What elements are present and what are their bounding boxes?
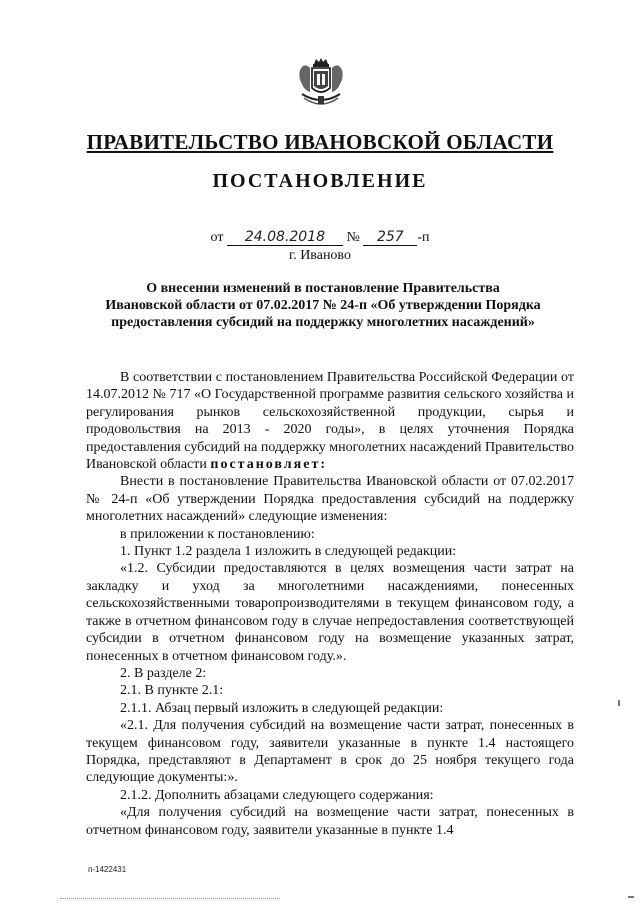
document-date-number [0, 229, 640, 246]
paragraph: «2.1. Для получения субсидий на возмещение части затрат, понесенных в текущем финансовом году, заявители указанные в пункте 1.4 настоящего Порядка, представляют в Департамент в срок до 25 ноября текущего года следующие документы:». [86, 718, 574, 786]
paragraph: Внести в постановление Правительства Ивановской области от 07.02.2017 № 24-п «Об утверждении Порядка предоставления субсидий на поддержку многолетних насаждений» следующие изменения: [86, 474, 574, 525]
number-sign: № [346, 230, 360, 245]
paragraph: 2.1.1. Абзац первый изложить в следующей редакции: [120, 700, 444, 716]
document-heading [80, 280, 566, 331]
handwritten-date: 24.08.2018 [227, 229, 343, 246]
document-body [86, 369, 574, 839]
paragraph: 2. В разделе 2: [120, 665, 207, 681]
paragraph-preamble [86, 369, 574, 473]
coat-of-arms-icon [296, 56, 346, 110]
heading-line: предоставления субсидий на поддержку многолетних насаждений» [111, 315, 535, 330]
city: г. Иваново [289, 248, 351, 263]
paragraph: 1. Пункт 1.2 раздела 1 изложить в следующей редакции: [120, 544, 457, 560]
document-type-title: ПОСТАНОВЛЕНИЕ [212, 170, 428, 192]
scan-artifact [60, 898, 280, 902]
paragraph: 2.1.2. Дополнить абзацами следующего содержания: [120, 787, 434, 803]
paragraph: 2.1. В пункте 2.1: [120, 683, 224, 699]
paragraph: в приложении к постановлению: [120, 526, 315, 542]
date-prefix: от [210, 230, 224, 245]
scan-artifact [628, 896, 634, 898]
paragraph: «Для получения субсидий на возмещение части затрат, понесенных в отчетном финансовом году, заявители указанные в пункте 1.4 [86, 805, 574, 838]
handwritten-number: 257 [363, 229, 417, 246]
decree-word: постановляет: [210, 457, 327, 473]
preamble-text: В соответствии с постановлением Правительства Российской Федерации от 14.07.2012 № 717 «О Государственной программе развития сельского хозяйства и регулирования рынков сельскохозяйственной продукции, сырья и продовольствия на 2013 - 2020 годы», в целях уточнения Порядка предоставления субсидий на поддержку многолетних насаждений Правительство Ивановской области [86, 370, 574, 473]
government-title: ПРАВИТЕЛЬСТВО ИВАНОВСКОЙ ОБЛАСТИ [86, 130, 554, 154]
heading-line: О внесении изменений в постановление Правительства [146, 281, 500, 296]
paragraph: «1.2. Субсидии предоставляются в целях возмещения части затрат на закладку и уход за многолетними насаждениями, понесенных сельскохозяйственными товаропроизводителями в текущем финансовом году, а также в отчетном финансовом году в случае непредоставления соответствующей субсидии в отчетном финансовом году на возмещение указанных затрат, понесенных в отчетном финансовом году.». [86, 561, 574, 664]
heading-line: Ивановской области от 07.02.2017 № 24-п «Об утверждении Порядка [105, 298, 541, 313]
scan-artifact [618, 700, 620, 706]
document-code: п-1422431 [88, 865, 127, 874]
number-suffix: -п [417, 230, 430, 245]
